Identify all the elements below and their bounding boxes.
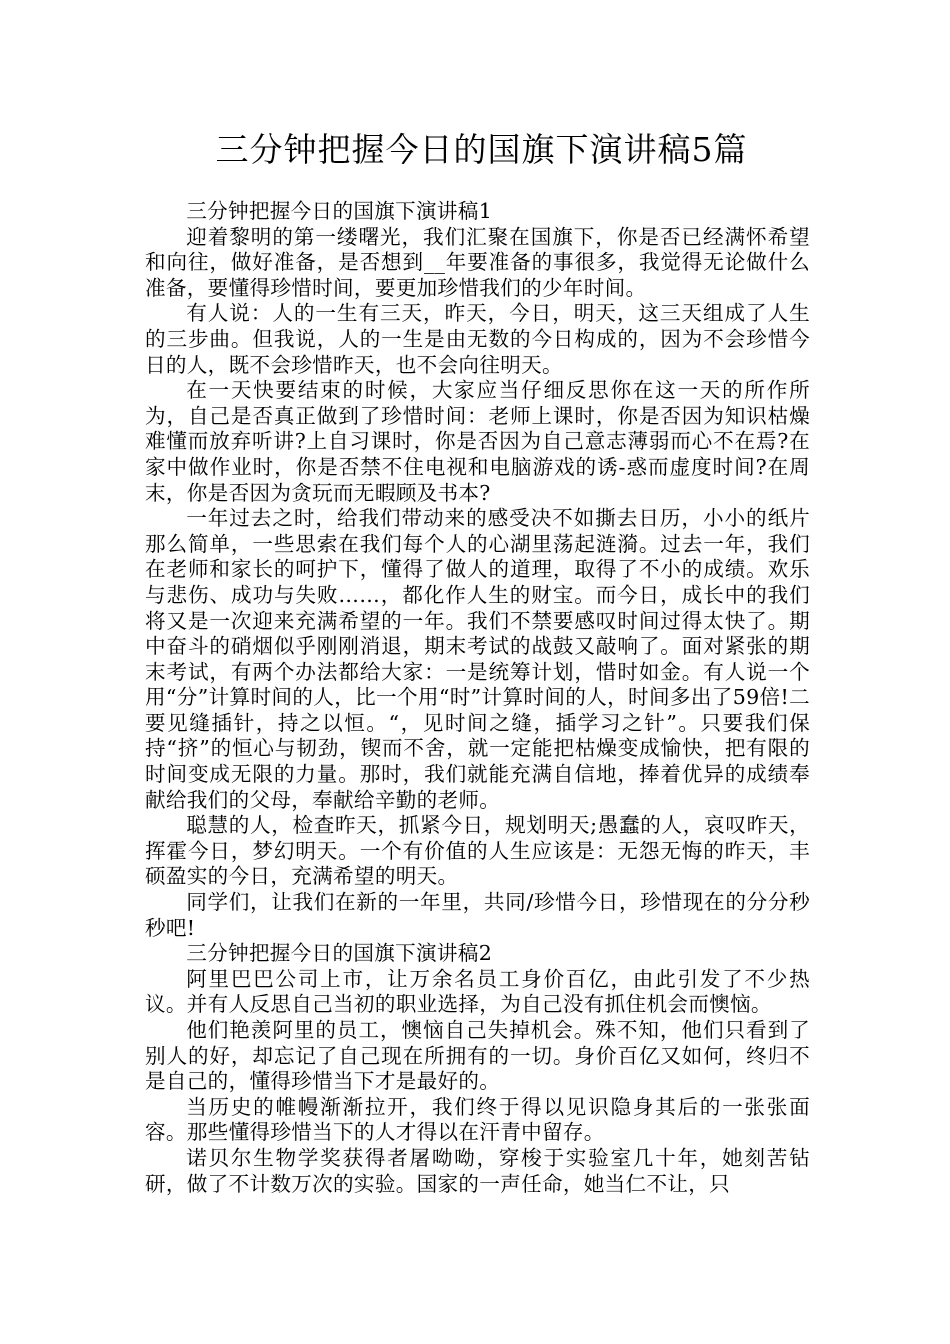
paragraph: 他们艳羡阿里的员工，懊恼自己失掉机会。殊不知，他们只看到了别人的好，却忘记了自己现在所拥有的一切。身价百亿又如何，终归不是自己的，懂得珍惜当下才是最好的。	[145, 1018, 810, 1094]
document-title: 三分钟把握今日的国旗下演讲稿5篇	[215, 130, 748, 169]
section-heading-2: 三分钟把握今日的国旗下演讲稿2	[186, 941, 493, 966]
paragraph: 在一天快要结束的时候，大家应当仔细反思你在这一天的所作所为，自己是否真正做到了珍惜时间：老师上课时，你是否因为知识枯燥难懂而放弃听讲?上自习课时，你是否因为自己意志薄弱而心不在焉?在家中做作业时，你是否禁不住电视和电脑游戏的诱-惑而虚度时间?在周末，你是否因为贪玩而无暇顾及书本?	[145, 378, 810, 505]
paragraph: 迎着黎明的第一缕曙光，我们汇聚在国旗下，你是否已经满怀希望和向往，做好准备，是否想到__年要准备的事很多，我觉得无论做什么准备，要懂得珍惜时间，要更加珍惜我们的少年时间。	[145, 224, 810, 300]
paragraph: 同学们，让我们在新的一年里，共同/珍惜今日，珍惜现在的分分秒秒吧!	[145, 890, 810, 940]
paragraph: 当历史的帷幔渐渐拉开，我们终于得以见识隐身其后的一张张面容。那些懂得珍惜当下的人才得以在汗青中留存。	[145, 1094, 810, 1145]
paragraph: 聪慧的人，检查昨天，抓紧今日，规划明天;愚蠢的人，哀叹昨天，挥霍今日，梦幻明天。一个有价值的人生应该是：无怨无悔的昨天，丰硕盈实的今日，充满希望的明天。	[145, 813, 810, 889]
paragraph: 诺贝尔生物学奖获得者屠呦呦，穿梭于实验室几十年，她刻苦钻研，做了不计数万次的实验。国家的一声任命，她当仁不让，只	[145, 1145, 810, 1196]
paragraph: 有人说：人的一生有三天，昨天，今日，明天，这三天组成了人生的三步曲。但我说，人的一生是由无数的今日构成的，因为不会珍惜今日的人，既不会珍惜昨天，也不会向往明天。	[145, 301, 810, 377]
paragraph: 一年过去之时，给我们带动来的感受决不如撕去日历，小小的纸片那么简单，一些思索在我们每个人的心湖里荡起涟漪。过去一年，我们在老师和家长的呵护下，懂得了做人的道理，取得了不小的成绩。欢乐与悲伤、成功与失败……，都化作人生的财宝。而今日，成长中的我们将又是一次迎来充满希望的一年。我们不禁要感叹时间过得太快了。期中奋斗的硝烟似乎刚刚消退，期末考试的战鼓又敲响了。面对紧张的期末考试，有两个办法都给大家：一是统筹计划，惜时如金。有人说一个用“分”计算时间的人，比一个用“时”计算时间的人，时间多出了59倍!二要见缝插针，持之以恒。“，见时间之缝，插学习之针”。只要我们保持“挤”的恒心与韧劲，锲而不舍，就一定能把枯燥变成愉快，把有限的时间变成无限的力量。那时，我们就能充满自信地，捧着优异的成绩奉献给我们的父母，奉献给辛勤的老师。	[145, 506, 810, 812]
document-body	[145, 199, 810, 1197]
section-heading-1: 三分钟把握今日的国旗下演讲稿1	[186, 199, 493, 223]
paragraph: 阿里巴巴公司上市，让万余名员工身价百亿，由此引发了不少热议。并有人反思自己当初的职业选择，为自己没有抓住机会而懊恼。	[145, 966, 810, 1017]
